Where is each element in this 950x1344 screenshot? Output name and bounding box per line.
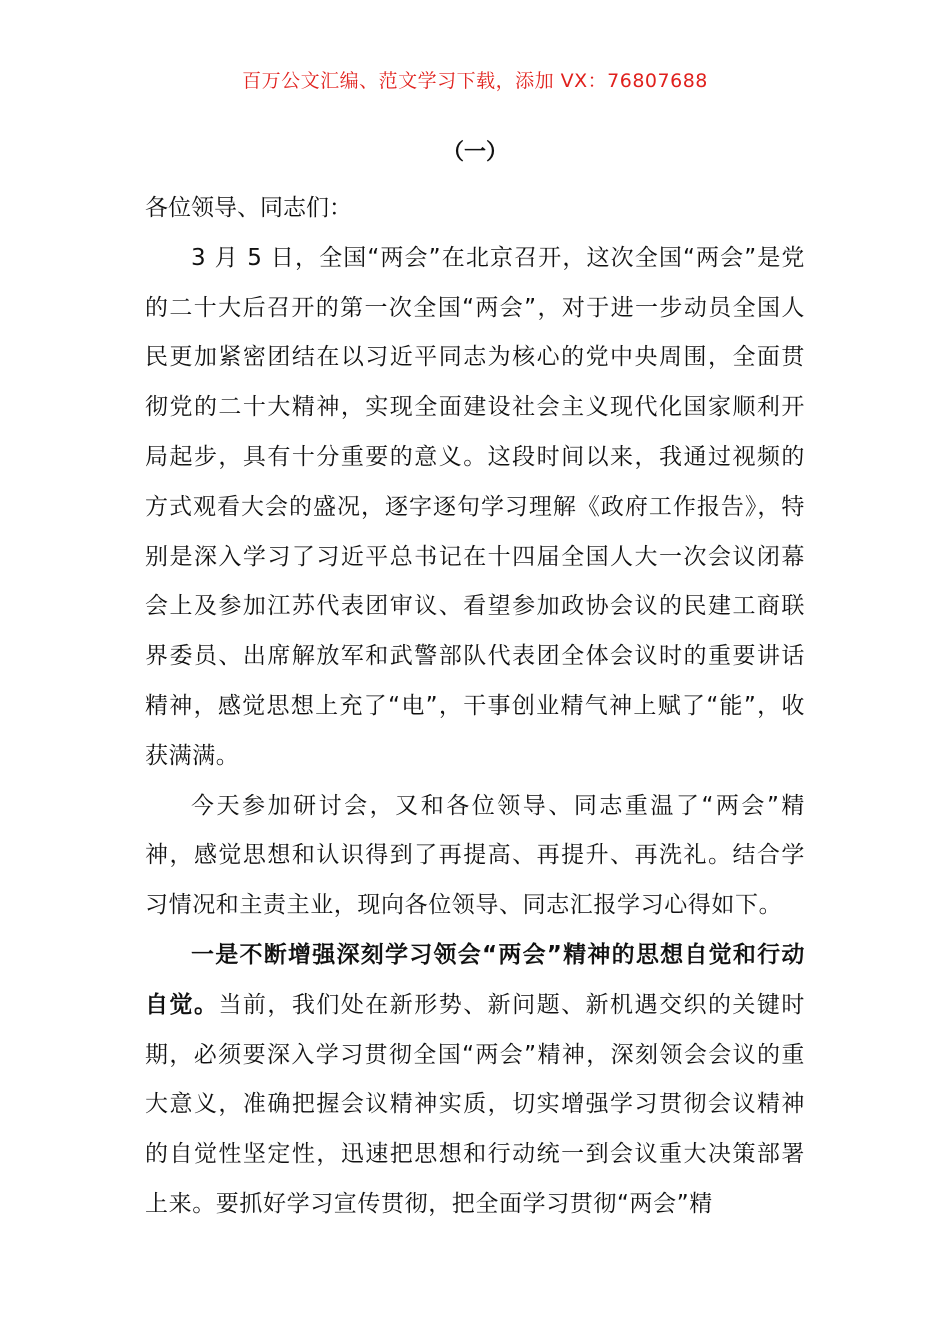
paragraph-1: 3 月 5 日，全国“两会”在北京召开，这次全国“两会”是党的二十大后召开的第一次全国“两会”，对于进一步动员全国人民更加紧密团结在以习近平同志为核心的党中央周围，全面贯彻党的二十大精神，实现全面建设社会主义现代化国家顺利开局起步，具有十分重要的意义。这段时间以来，我通过视频的方式观看大会的盛况，逐字逐句学习理解《政府工作报告》，特别是深入学习了习近平总书记在十四届全国人大一次会议闭幕会上及参加江苏代表团审议、看望参加政协会议的民建工商联界委员、出席解放军和武警部队代表团全体会议时的重要讲话精神，感觉思想上充了“电”，干事创业精气神上赋了“能”，收获满满。 [145, 244, 805, 769]
watermark-banner: 百万公文汇编、范文学习下载，添加 VX：76807688 [242, 70, 708, 92]
document-body [145, 136, 805, 1230]
salutation: 各位领导、同志们： [145, 195, 352, 221]
paragraph-3-lead: 一是不断增强深刻学习领会“两会”精神的思想自觉和行动自觉。 [145, 941, 805, 1018]
paragraph-3 [145, 931, 805, 1230]
paragraph-2: 今天参加研讨会，又和各位领导、同志重温了“两会”精神，感觉思想和认识得到了再提高、再提升、再洗礼。结合学习情况和主责主业，现向各位领导、同志汇报学习心得如下。 [145, 792, 805, 919]
document-title: （一） [441, 140, 508, 165]
paragraph-3-text: 当前，我们处在新形势、新问题、新机遇交织的关键时期，必须要深入学习贯彻全国“两会”精神，深刻领会会议的重大意义，准确把握会议精神实质，切实增强学习贯彻会议精神的自觉性坚定性，迅速把思想和行动统一到会议重大决策部署上来。要抓好学习宣传贯彻，把全面学习贯彻“两会”精 [145, 991, 805, 1217]
